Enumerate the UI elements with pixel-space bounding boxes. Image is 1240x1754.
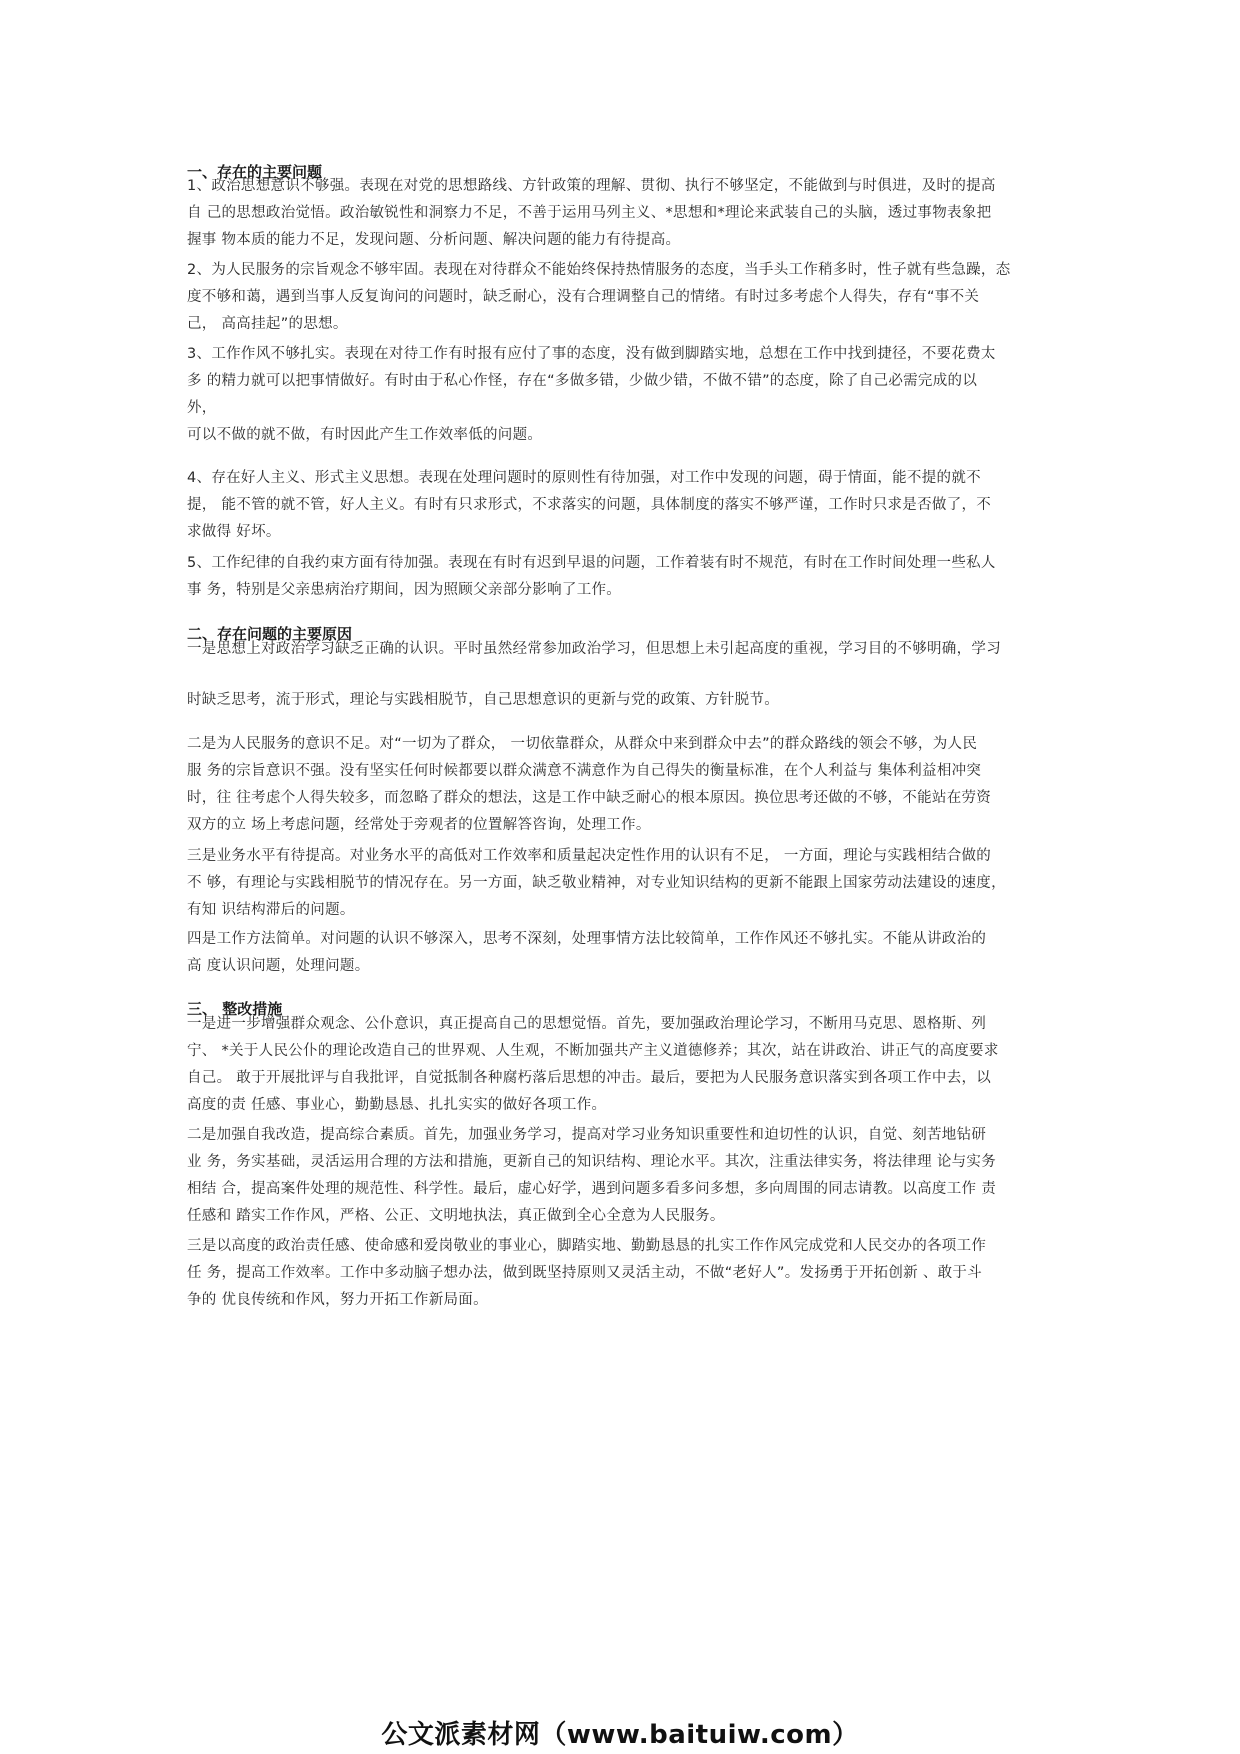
text-line: 双方的立 场上考虑问题，经常处于旁观者的位置解答咨询，处理工作。 (187, 817, 651, 833)
text-line: 外， (187, 400, 217, 416)
text-line: 5、工作纪律的自我约束方面有待加强。表现在有时有迟到早退的问题，工作着装有时不规范，有时在工作时间处理一些私人 (187, 555, 996, 571)
text-line: 二是为人民服务的意识不足。对“一切为了群众， 一切依靠群众，从群众中来到群众中去”的群众路线的领会不够，为人民 (187, 736, 978, 752)
section-3-heading: 三、 整改措施 (187, 1000, 283, 1018)
section-3-paragraph-3 (187, 1233, 1057, 1314)
text-line: 服 务的宗旨意识不强。没有坚实任何时候都要以群众满意不满意作为自己得失的衡量标准，在个人利益与 集体利益相冲突 (187, 763, 982, 779)
text-line: 任感和 踏实工作作风，严格、公正、文明地执法，真正做到全心全意为人民服务。 (187, 1208, 725, 1224)
section-1-paragraph-4 (187, 465, 1057, 546)
text-line: 2、为人民服务的宗旨观念不够牢固。表现在对待群众不能始终保持热情服务的态度，当手头工作稍多时，性子就有些急躁，态 (187, 262, 1011, 278)
text-line: 高 度认识问题，处理问题。 (187, 958, 370, 974)
section-1-paragraph-2 (187, 257, 1057, 338)
text-line: 度不够和蔼，遇到当事人反复询问的问题时，缺乏耐心，没有合理调整自己的情绪。有时过多考虑个人得失，存有“事不关 (187, 289, 980, 305)
text-line: 一是思想上对政治学习缺乏正确的认识。平时虽然经常参加政治学习，但思想上未引起高度的重视，学习目的不够明确，学习 (187, 641, 1001, 657)
section-1-paragraph-3 (187, 341, 1057, 422)
section-2-paragraph-1 (187, 636, 1057, 663)
text-line: 三是以高度的政治责任感、使命感和爱岗敬业的事业心，脚踏实地、勤勤恳恳的扎实工作作风完成党和人民交办的各项工作 (187, 1238, 987, 1254)
text-line: 可以不做的就不做，有时因此产生工作效率低的问题。 (187, 427, 543, 443)
text-line: 己， 高高挂起”的思想。 (187, 316, 348, 332)
text-line: 相结 合，提高案件处理的规范性、科学性。最后，虚心好学，遇到问题多看多问多想，多向周围的同志请教。以高度工作 责 (187, 1181, 997, 1197)
text-line: 四是工作方法简单。对问题的认识不够深入，思考不深刻，处理事情方法比较简单，工作作风还不够扎实。不能从讲政治的 (187, 931, 987, 947)
section-1-paragraph-1 (187, 173, 1057, 254)
section-2-paragraph-1-continued (187, 687, 1057, 714)
text-line: 握事 物本质的能力不足，发现问题、分析问题、解决问题的能力有待提高。 (187, 232, 681, 248)
text-line: 4、存在好人主义、形式主义思想。表现在处理问题时的原则性有待加强，对工作中发现的问题，碍于情面，能不提的就不 (187, 470, 981, 486)
text-line: 提， 能不管的就不管，好人主义。有时有只求形式，不求落实的问题，具体制度的落实不够严谨，工作时只求是否做了，不 (187, 497, 992, 513)
text-line: 事 务，特别是父亲患病治疗期间，因为照顾父亲部分影响了工作。 (187, 582, 622, 598)
text-line: 3、工作作风不够扎实。表现在对待工作有时报有应付了事的态度，没有做到脚踏实地，总想在工作中找到捷径，不要花费太 (187, 346, 996, 362)
text-line: 二是加强自我改造，提高综合素质。首先，加强业务学习，提高对学习业务知识重要性和迫切性的认识，自觉、刻苦地钻研 (187, 1127, 987, 1143)
section-1-heading: 一、存在的主要问题 (187, 163, 323, 181)
section-2-paragraph-4 (187, 926, 1057, 980)
text-line: 高度的责 任感、事业心，勤勤恳恳、扎扎实实的做好各项工作。 (187, 1097, 607, 1113)
text-line: 自己。 敢于开展批评与自我批评，自觉抵制各种腐朽落后思想的冲击。最后，要把为人民服务意识落实到各项工作中去，以 (187, 1070, 992, 1086)
text-line: 业 务，务实基础，灵活运用合理的方法和措施，更新自己的知识结构、理论水平。其次，注重法律实务，将法律理 论与实务 (187, 1154, 997, 1170)
text-line: 时缺乏思考，流于形式，理论与实践相脱节，自己思想意识的更新与党的政策、方针脱节。 (187, 692, 779, 708)
text-line: 时，往 往考虑个人得失较多，而忽略了群众的想法，这是工作中缺乏耐心的根本原因。换位思考还做的不够，不能站在劳资 (187, 790, 992, 806)
text-line: 1、政治思想意识不够强。表现在对党的思想路线、方针政策的理解、贯彻、执行不够坚定，不能做到与时俱进，及时的提高 (187, 178, 996, 194)
text-line: 多 的精力就可以把事情做好。有时由于私心作怪，存在“多做多错，少做少错，不做不错”的态度，除了自己必需完成的以 (187, 373, 978, 389)
section-3-paragraph-1 (187, 1011, 1057, 1119)
section-2-heading: 二、存在问题的主要原因 (187, 625, 353, 643)
text-line: 自 己的思想政治觉悟。政治敏锐性和洞察力不足，不善于运用马列主义、*思想和*理论来武装自己的头脑，透过事物表象把 (187, 205, 992, 221)
text-line: 宁、 *关于人民公仆的理论改造自己的世界观、人生观，不断加强共产主义道德修养；其次，站在讲政治、讲正气的高度要求 (187, 1043, 999, 1059)
text-line: 求做得 好坏。 (187, 524, 281, 540)
text-line: 争的 优良传统和作风，努力开拓工作新局面。 (187, 1292, 488, 1308)
text-line: 任 务，提高工作效率。工作中多动脑子想办法，做到既坚持原则又灵活主动，不做“老好人”。发扬勇于开拓创新 、敢于斗 (187, 1265, 983, 1281)
section-2-paragraph-3 (187, 843, 1057, 924)
text-line: 有知 识结构滞后的问题。 (187, 902, 355, 918)
text-line: 一是进一步增强群众观念、公仆意识，真正提高自己的思想觉悟。首先，要加强政治理论学习，不断用马克思、恩格斯、列 (187, 1016, 987, 1032)
text-line: 三是业务水平有待提高。对业务水平的高低对工作效率和质量起决定性作用的认识有不足， 一方面，理论与实践相结合做的 (187, 848, 992, 864)
text-line: 不 够，有理论与实践相脱节的情况存在。另一方面，缺乏敬业精神，对专业知识结构的更新不能跟上国家劳动法建设的速度， (187, 875, 1006, 891)
section-1-paragraph-5 (187, 550, 1057, 604)
section-3-paragraph-2 (187, 1122, 1057, 1230)
section-1-paragraph-3-continued (187, 422, 1057, 449)
site-watermark-footer: 公文派素材网（www.baituiw.com） (381, 1720, 859, 1750)
section-2-paragraph-2 (187, 731, 1057, 839)
